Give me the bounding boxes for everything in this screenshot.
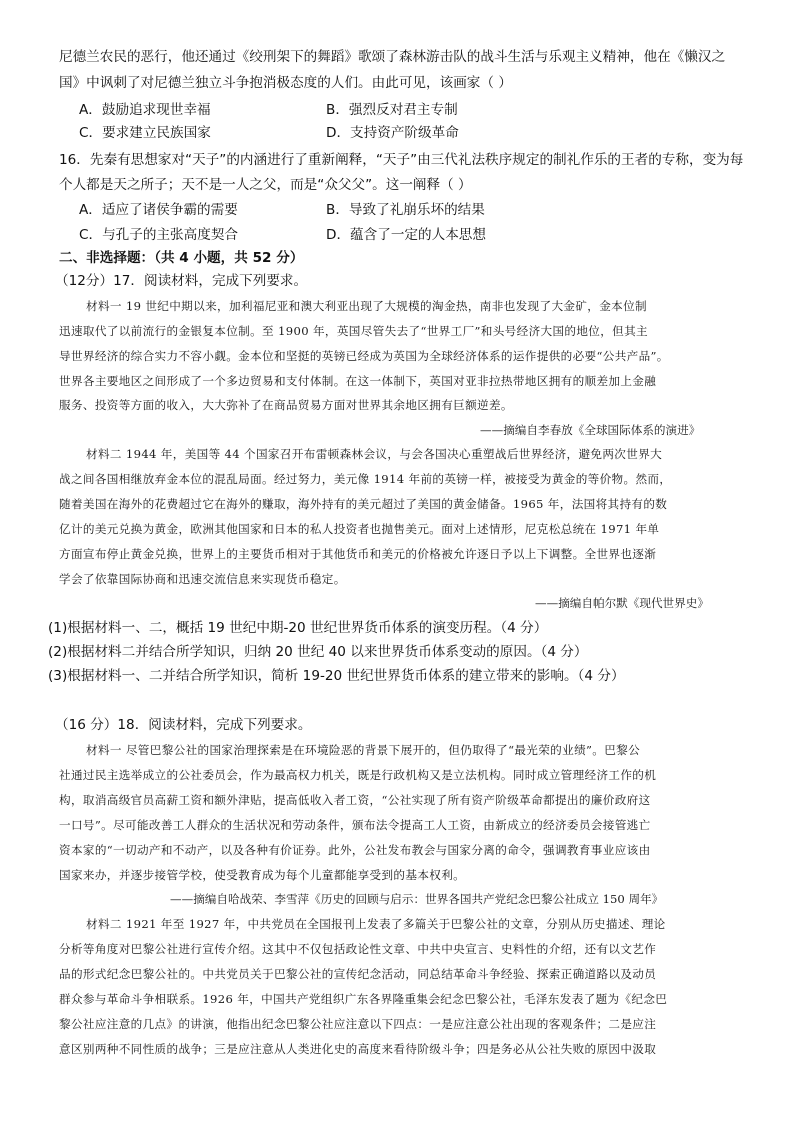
q18-material-1-line-3: 构，取消高级官员高薪工资和额外津贴，提高低收入者工资，“公社实现了所有资产阶级革命都提出的廉价政府这 [59, 793, 651, 807]
q16-option-c[interactable]: C．与孔子的主张高度契合 [79, 227, 239, 243]
q18-material-1-line-5: 资本家的“一切动产和不动产，以及各种有价证券。此外，公社发布教会与国家分离的命令，强调教育事业应该由 [59, 843, 651, 857]
q18-material-2-line-2: 分析等角度对巴黎公社进行宣传介绍。这其中不仅包括政论性文章、中共中央宣言、史料性的介绍，还有以文艺作 [59, 942, 657, 956]
q15-option-d[interactable]: D．支持资产阶级革命 [326, 125, 459, 141]
q17-material-1-source: ——摘编自李春放《全球国际体系的演进》 [480, 423, 701, 437]
q17-question-3: (3)根据材料一、二并结合所学知识，简析 19-20 世纪世界货币体系的建立带来的影响。（4 分） [48, 668, 625, 684]
q17-material-2-line-5: 方面宣布停止黄金兑换，世界上的主要货币相对于其他货币和美元的价格被允许逐日予以上下调整。全世界也逐渐 [59, 547, 657, 561]
q18-material-2-line-4: 群众参与革命斗争相联系。1926 年，中国共产党组织广东各界隆重集会纪念巴黎公社，毛泽东发表了题为《纪念巴 [59, 992, 668, 1006]
q15-option-a[interactable]: A．鼓励追求现世幸福 [79, 102, 211, 118]
q15-text-line-2: 国》中讽刺了对尼德兰独立斗争抱消极态度的人们。由此可见，该画家（ ） [59, 75, 512, 91]
q17-header: （12分）17．阅读材料，完成下列要求。 [55, 273, 308, 289]
q18-header: （16 分）18．阅读材料，完成下列要求。 [55, 717, 312, 733]
q18-material-1-line-1: 材料一 尽管巴黎公社的国家治理探索是在环境险恶的背景下展开的，但仍取得了“最光荣的业绩”。巴黎公 [86, 743, 641, 757]
q17-material-1-line-5: 服务、投资等方面的收入，大大弥补了在商品贸易方面对世界其余地区拥有巨额逆差。 [59, 398, 513, 412]
q17-material-1-line-2: 迅速取代了以前流行的金银复本位制。至 1900 年，英国尽管失去了“世界工厂”和头号经济大国的地位，但其主 [59, 324, 649, 338]
q18-material-2-line-1: 材料二 1921 年至 1927 年，中共党员在全国报刊上发表了多篇关于巴黎公社的文章，分别从历史描述、理论 [86, 917, 666, 931]
q17-material-1-line-3: 导世界经济的综合实力不容小觑。金本位和坚挺的英镑已经成为英国为全球经济体系的运作提供的必要“公共产品”。 [59, 349, 669, 363]
q17-question-2: (2)根据材料二并结合所学知识，归纳 20 世纪 40 以来世界货币体系变动的原因。（4 分） [48, 644, 588, 660]
section-2-title: 二、非选择题：（共 4 小题，共 52 分） [59, 250, 304, 266]
q16-option-d[interactable]: D．蕴含了一定的人本思想 [326, 227, 486, 243]
q16-text-line-2: 个人都是天之所子；天不是一人之父，而是“众父父”。这一阐释（ ） [59, 177, 472, 193]
q15-text-line-1: 尼德兰农民的恶行，他还通过《绞刑架下的舞蹈》歌颂了森林游击队的战斗生活与乐观主义精神，他在《懒汉之 [59, 49, 726, 65]
q17-material-2-line-4: 亿计的美元兑换为黄金，欧洲其他国家和日本的私人投资者也抛售美元。面对上述情形，尼克松总统在 1971 年单 [59, 522, 660, 536]
q17-material-2-line-3: 随着美国在海外的花费超过它在海外的赚取，海外持有的美元超过了美国的黄金储备。1965 年，法国将其持有的数 [59, 497, 668, 511]
q18-material-1-line-2: 社通过民主选举成立的公社委员会，作为最高权力机关，既是行政机构又是立法机构。同时成立管理经济工作的机 [59, 768, 657, 782]
q15-option-b[interactable]: B．强烈反对君主专制 [326, 102, 458, 118]
q18-material-2-line-3: 品的形式纪念巴黎公社的。中共党员关于巴黎公社的宣传纪念活动，同总结革命斗争经验、探索正确道路以及动员 [59, 967, 657, 981]
q15-option-c[interactable]: C．要求建立民族国家 [79, 125, 211, 141]
q16-option-a[interactable]: A．适应了诸侯争霸的需要 [79, 202, 238, 218]
q17-material-2-line-1: 材料二 1944 年，美国等 44 个国家召开布雷顿森林会议，与会各国决心重塑战后世界经济，避免两次世界大 [86, 447, 663, 461]
q17-question-1: (1)根据材料一、二，概括 19 世纪中期-20 世纪世界货币体系的演变历程。（4 分） [48, 620, 548, 636]
q17-material-2-line-2: 战之间各国相继放弃金本位的混乱局面。经过努力，美元像 1914 年前的英镑一样，被接受为黄金的等价物。然而， [59, 472, 672, 486]
q18-material-1-line-4: 一口号”。尽可能改善工人群众的生活状况和劳动条件，颁布法令提高工人工资，由新成立的经济委员会接管逃亡 [59, 818, 651, 832]
q17-material-1-line-4: 世界各主要地区之间形成了一个多边贸易和支付体制。在这一体制下，英国对亚非拉热带地区拥有的顺差加上金融 [59, 374, 657, 388]
q17-material-2-source: ——摘编自帕尔默《现代世界史》 [535, 596, 709, 610]
q17-material-2-line-6: 学会了依靠国际协商和迅速交流信息来实现货币稳定。 [59, 572, 346, 586]
q18-material-2-line-6: 意区别两种不同性质的战争；三是应注意从人类进化史的高度来看待阶级斗争；四是务必从公社失败的原因中汲取 [59, 1042, 657, 1056]
q16-text-line-1: 16．先秦有思想家对“天子”的内涵进行了重新阐释，“天子”由三代礼法秩序规定的制礼作乐的王者的专称，变为每 [59, 152, 744, 168]
q18-material-1-source: ——摘编自哈战荣、李雪萍《历史的回顾与启示：世界各国共产党纪念巴黎公社成立 150 周年》 [170, 892, 664, 906]
q17-material-1-line-1: 材料一 19 世纪中期以来，加利福尼亚和澳大利亚出现了大规模的淘金热，南非也发现了大金矿，金本位制 [86, 299, 647, 313]
q16-option-b[interactable]: B．导致了礼崩乐坏的结果 [326, 202, 485, 218]
q18-material-2-line-5: 黎公社应注意的几点》的讲演，他指出纪念巴黎公社应注意以下四点：一是应注意公社出现的客观条件；二是应注 [59, 1017, 657, 1031]
q18-material-1-line-6: 国家来办，并逐步接管学校，使受教育成为每个儿童都能享受到的基本权利。 [59, 868, 466, 882]
